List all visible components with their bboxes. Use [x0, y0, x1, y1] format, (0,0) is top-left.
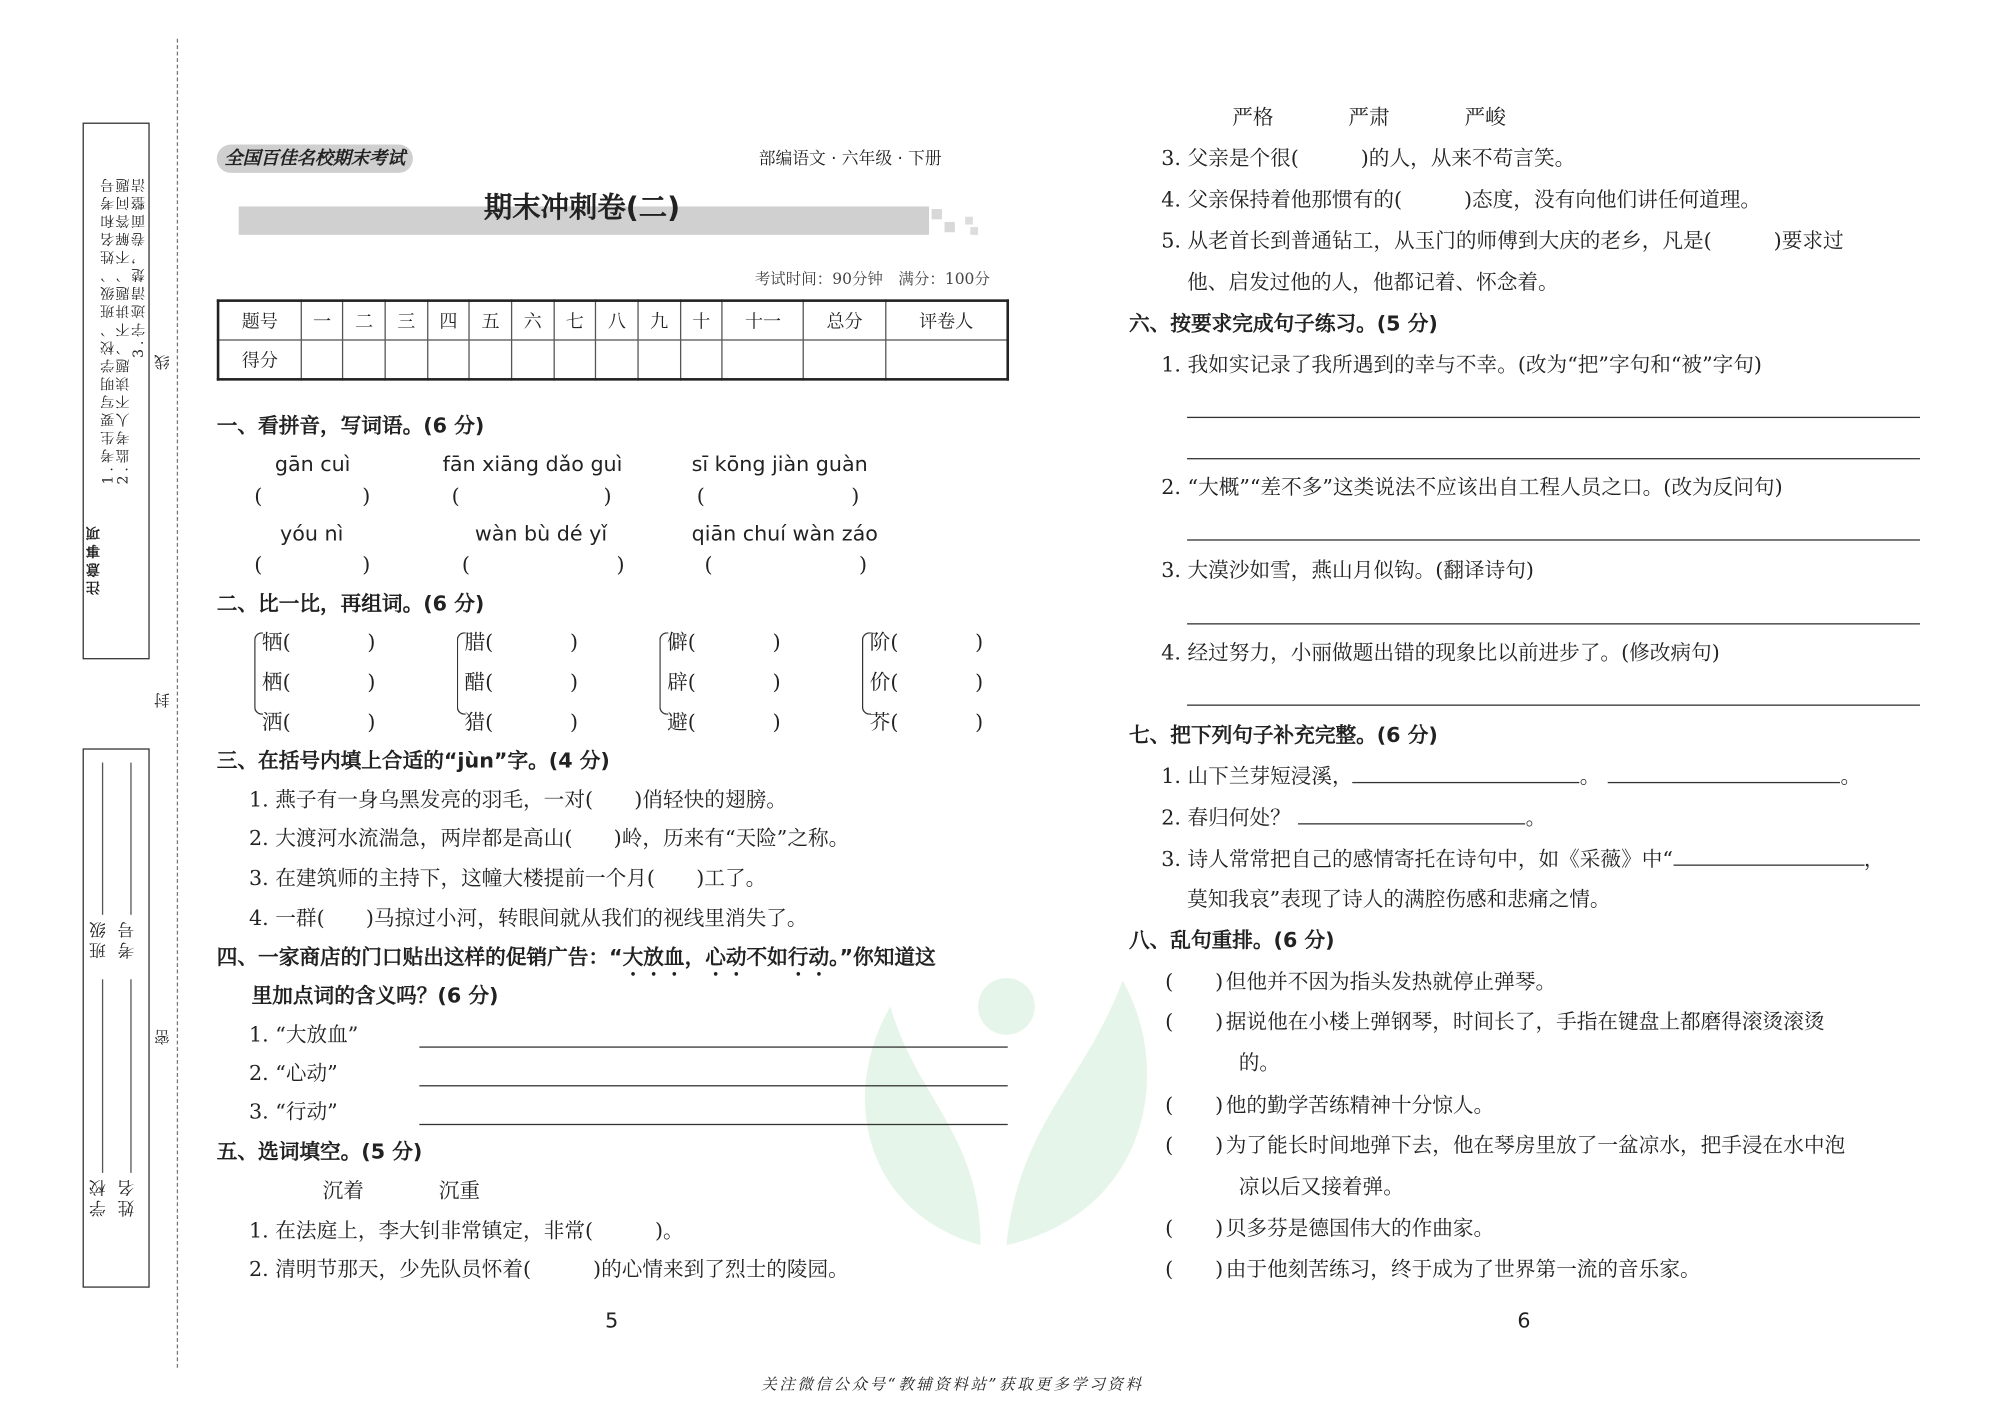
column-header: 二	[343, 301, 385, 340]
score-cell[interactable]	[427, 340, 469, 379]
score-table-score-row	[218, 340, 1008, 379]
leaf-logo-icon	[839, 955, 1174, 1252]
order-blank[interactable]: ( )	[1165, 1092, 1224, 1118]
order-blank[interactable]: ( )	[1165, 1215, 1224, 1240]
fill-blank[interactable]	[1353, 764, 1580, 783]
series-badge: 全国百佳名校期末考试	[217, 145, 413, 173]
row-label: 题号	[218, 301, 301, 340]
reorder-sentence: 他的勤学苦练精神十分惊人。	[1225, 1092, 1495, 1118]
question-item-cont: 莫知我哀”表现了诗人的满腔伤感和悲痛之情。	[1187, 886, 1611, 911]
notice-item: 1.考生要写明学校、班级、姓名和考号	[99, 174, 117, 485]
compare-item[interactable]: 辟( )	[667, 669, 781, 695]
question-item: 4. 父亲保持着他那惯有的( )态度，没有向他们讲任何道理。	[1161, 187, 1762, 212]
notice-item: 2.监考人不读题、不讲题、不解答问题	[114, 174, 132, 485]
compare-item[interactable]: 僻( )	[667, 629, 781, 655]
page-number: 6	[1517, 1308, 1531, 1333]
question-item: 1. 燕子有一身乌黑发亮的羽毛，一对( )俏轻快的翅膀。	[249, 787, 787, 812]
reorder-sentence-cont: 的。	[1238, 1050, 1280, 1075]
answer-blank[interactable]: ( )	[451, 483, 612, 509]
column-header: 四	[427, 301, 469, 340]
section-6-heading: 六、按要求完成句子练习。(5 分)	[1129, 310, 1438, 336]
word-option: 沉重	[438, 1178, 481, 1203]
compare-item[interactable]: 避( )	[667, 709, 781, 735]
column-header: 十一	[722, 301, 803, 340]
word-option: 严肃	[1348, 104, 1390, 130]
question-item: 3. 在建筑师的主持下，这幢大楼提前一个月( )工了。	[249, 865, 767, 891]
compare-char: 醋	[464, 669, 486, 695]
answer-line[interactable]	[1187, 458, 1920, 459]
compare-char: 芥	[869, 709, 891, 735]
question-item: 5. 从老首长到普通钻工，从玉门的师傅到大庆的老乡，凡是( )要求过	[1161, 228, 1844, 253]
compare-char: 辟	[667, 669, 688, 695]
title-checker	[932, 209, 942, 219]
section-1-heading: 一、看拼音，写词语。(6 分)	[216, 412, 485, 438]
answer-line[interactable]	[419, 1124, 1007, 1125]
answer-line[interactable]	[1187, 539, 1920, 540]
compare-item[interactable]: 醋( )	[464, 669, 579, 695]
compare-item[interactable]: 阶( )	[869, 629, 984, 655]
edition-label: 部编语文 · 六年级 · 下册	[758, 149, 942, 170]
score-cell[interactable]	[638, 340, 680, 379]
word-option: 严峻	[1464, 104, 1506, 130]
column-header: 十	[680, 301, 722, 340]
section-2-heading: 二、比一比，再组词。(6 分)	[216, 590, 485, 616]
column-header: 六	[512, 301, 554, 340]
student-info-box	[83, 748, 150, 1287]
pinyin-prompt: sī kōng jiàn guàn	[691, 451, 868, 477]
score-cell[interactable]	[680, 340, 722, 379]
fill-blank[interactable]	[1673, 846, 1864, 865]
question-item: 4. 经过努力，小丽做题出错的现象比以前进步了。(修改病句)	[1161, 639, 1720, 665]
score-cell[interactable]	[385, 340, 427, 379]
order-blank[interactable]: ( )	[1165, 1132, 1224, 1158]
reorder-sentence: 贝多芬是德国伟大的作曲家。	[1225, 1215, 1495, 1240]
compare-char: 腊	[464, 629, 486, 655]
class-field[interactable]	[102, 763, 103, 915]
reorder-sentence: 由于他刻苦练习，终于成为了世界第一流的音乐家。	[1225, 1256, 1701, 1282]
school-label: 学校	[90, 1175, 110, 1217]
compare-char: 阶	[869, 629, 891, 655]
score-cell[interactable]	[469, 340, 511, 379]
answer-blank[interactable]: ( )	[461, 552, 625, 577]
section-8-heading: 八、乱句重排。(6 分)	[1129, 927, 1335, 953]
name-field[interactable]	[130, 979, 131, 1173]
compare-item[interactable]: 腊( )	[464, 629, 579, 655]
score-cell[interactable]	[722, 340, 803, 379]
pinyin-prompt: yóu nì	[279, 521, 344, 546]
dotted-word: 行动	[787, 944, 830, 970]
score-cell[interactable]	[885, 340, 1007, 379]
name-label: 姓名	[118, 1175, 139, 1217]
question-item: 2. “心动”	[249, 1060, 338, 1086]
row-label: 得分	[218, 340, 301, 379]
column-header: 总分	[804, 301, 885, 340]
exam-no-field[interactable]	[130, 763, 131, 915]
compare-item[interactable]: 芥( )	[869, 709, 984, 735]
column-header: 五	[469, 301, 511, 340]
answer-blank[interactable]: ( )	[696, 483, 860, 509]
column-header: 九	[638, 301, 680, 340]
reorder-sentence: 为了能长时间地弹下去，他在琴房里放了一盆凉水，把手浸在水中泡	[1225, 1132, 1846, 1158]
section-7-heading: 七、把下列句子补充完整。(6 分)	[1129, 722, 1438, 748]
column-header: 七	[554, 301, 596, 340]
word-option: 沉着	[322, 1178, 364, 1203]
section-5-heading: 五、选词填空。(5 分)	[216, 1139, 423, 1164]
order-blank[interactable]: ( )	[1165, 1009, 1224, 1034]
answer-blank[interactable]: ( )	[704, 552, 868, 577]
pinyin-prompt: wàn bù dé yǐ	[474, 521, 608, 546]
question-item: 1. 我如实记录了我所遇到的幸与不幸。(改为“把”字句和“被”字句)	[1161, 352, 1762, 377]
compare-item[interactable]: 牺( )	[261, 629, 376, 655]
compare-item[interactable]: 价( )	[869, 669, 984, 695]
compare-char: 洒	[261, 709, 283, 735]
footer-note: 关注微信公众号“教辅资料站”获取更多学习资料	[761, 1375, 1144, 1394]
pinyin-prompt: fān xiāng dǎo guì	[442, 451, 623, 477]
answer-line[interactable]	[419, 1046, 1007, 1047]
question-item: 4. 一群( )马掠过小河，转眼间就从我们的视线里消失了。	[249, 905, 808, 931]
score-cell[interactable]	[804, 340, 885, 379]
answer-blank[interactable]: ( )	[254, 552, 371, 577]
cut-mark-line: 线	[153, 350, 172, 371]
notice-item: 3.字迹清楚，卷面整洁	[130, 174, 148, 359]
dotted-word: 大放血	[622, 944, 685, 970]
score-cell[interactable]	[343, 340, 385, 379]
score-cell[interactable]	[301, 340, 343, 379]
page-title: 期末冲刺卷(二)	[483, 192, 681, 225]
question-item: 1. 山下兰芽短浸溪， 。 。	[1161, 763, 1862, 789]
score-table	[217, 299, 1009, 380]
compare-char: 猎	[464, 709, 486, 735]
answer-blank[interactable]: ( )	[254, 483, 371, 509]
exam-no-label: 考号	[118, 917, 139, 959]
compare-char: 牺	[261, 629, 283, 655]
dotted-word: 心动	[705, 944, 747, 970]
score-cell[interactable]	[554, 340, 596, 379]
question-item: 3. 父亲是个很( )的人，从来不苟言笑。	[1161, 145, 1576, 171]
pinyin-prompt: gān cuì	[274, 451, 351, 477]
question-item: 2. 清明节那天，少先队员怀着( )的心情来到了烈士的陵园。	[249, 1256, 849, 1282]
column-header: 八	[596, 301, 638, 340]
answer-line[interactable]	[1187, 623, 1920, 624]
question-item: 3. 诗人常常把自己的感情寄托在诗句中，如《采薇》中“ ，	[1161, 846, 1885, 871]
answer-line[interactable]	[1187, 417, 1920, 418]
fill-blank[interactable]	[1608, 764, 1840, 783]
compare-char: 栖	[261, 669, 283, 695]
compare-char: 价	[869, 669, 891, 695]
exam-info: 考试时间：90分钟 满分：100分	[754, 269, 990, 288]
pinyin-prompt: qiān chuí wàn záo	[691, 521, 878, 546]
order-blank[interactable]: ( )	[1165, 1256, 1224, 1282]
word-option: 严格	[1232, 104, 1274, 130]
order-blank[interactable]: ( )	[1165, 969, 1224, 994]
fill-blank[interactable]	[1299, 805, 1526, 824]
section-4-heading-cont: 里加点词的含义吗？(6 分)	[251, 983, 499, 1008]
question-item: 1. 在法庭上，李大钊非常镇定，非常( )。	[249, 1218, 684, 1243]
notice-title: 注意事项	[85, 522, 102, 595]
question-item: 2. 大渡河水流湍急，两岸都是高山( )岭，历来有“天险”之称。	[249, 825, 850, 851]
answer-line[interactable]	[419, 1085, 1007, 1086]
column-header: 一	[301, 301, 343, 340]
score-table-header-row	[218, 301, 1008, 340]
question-item: 2. “大概”“差不多”这类说法不应该出自工程人员之口。(改为反问句)	[1161, 474, 1783, 500]
compare-item[interactable]: 栖( )	[261, 669, 376, 695]
question-item: 3. 大漠沙如雪，燕山月似钩。(翻译诗句)	[1161, 557, 1534, 582]
reorder-sentence: 据说他在小楼上弹钢琴，时间长了，手指在键盘上都磨得滚烫滚烫	[1225, 1009, 1825, 1034]
school-field[interactable]	[102, 979, 103, 1173]
column-header: 评卷人	[885, 301, 1007, 340]
question-item-cont: 他、启发过他的人，他都记着、怀念着。	[1187, 269, 1559, 295]
binding-dashed-line	[177, 39, 178, 1368]
answer-line[interactable]	[1187, 705, 1920, 706]
compare-char: 僻	[667, 629, 688, 655]
score-cell[interactable]	[512, 340, 554, 379]
score-cell[interactable]	[596, 340, 638, 379]
question-item: 1. “大放血”	[249, 1021, 359, 1047]
reorder-sentence: 但他并不因为指头发热就停止弹琴。	[1225, 969, 1557, 994]
compare-char: 避	[667, 709, 688, 735]
column-header: 三	[385, 301, 427, 340]
cut-mark-secret: 密	[153, 1025, 172, 1046]
question-item: 3. “行动”	[249, 1099, 338, 1124]
class-label: 班级	[90, 917, 110, 959]
page-number: 5	[605, 1308, 619, 1333]
compare-item[interactable]: 猎( )	[464, 709, 579, 735]
cut-mark-seal: 封	[153, 689, 172, 709]
question-item: 2. 春归何处？ 。	[1161, 805, 1547, 830]
section-3-heading: 三、在括号内填上合适的“jùn”字。(4 分)	[216, 748, 610, 773]
section-4-heading: 四、一家商店的门口贴出这样的促销广告：“大放血，心动不如行动。”你知道这	[216, 944, 936, 970]
reorder-sentence-cont: 凉以后又接着弹。	[1238, 1174, 1404, 1199]
compare-item[interactable]: 洒( )	[261, 709, 376, 735]
